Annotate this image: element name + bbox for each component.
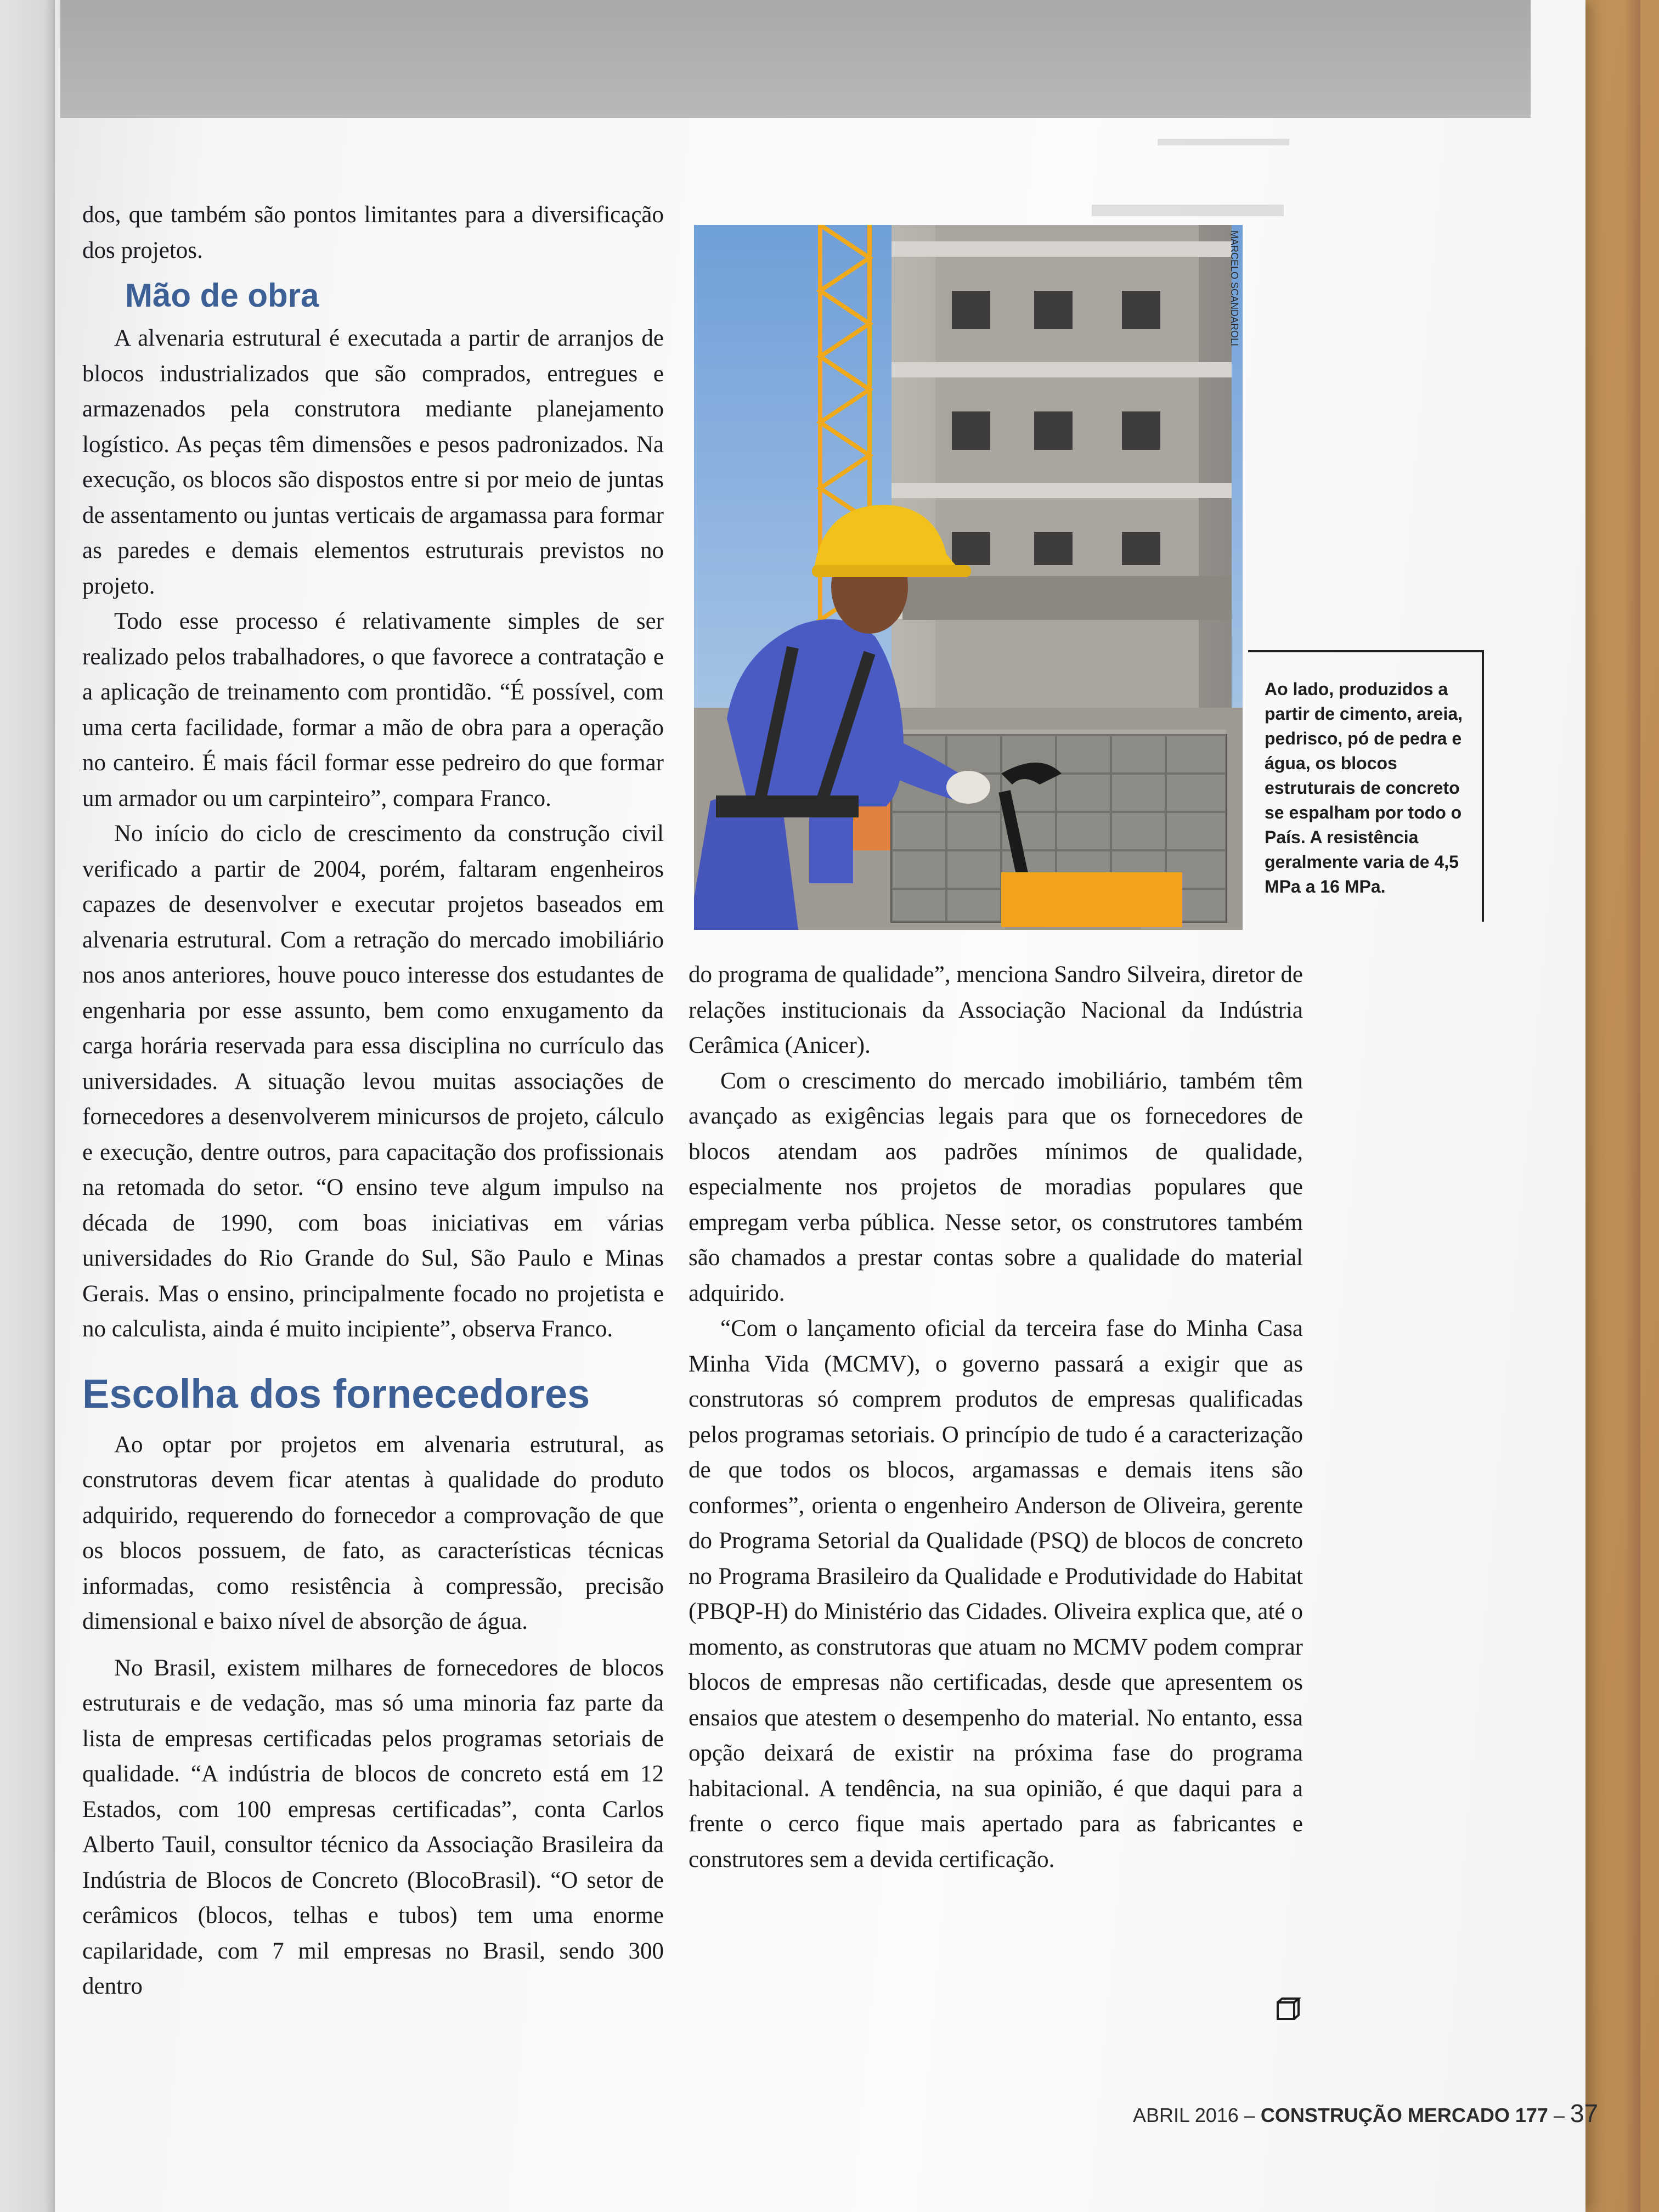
right-column — [689, 957, 1303, 1877]
show-through-heading: ▬▬▬▬▬ — [1092, 182, 1284, 224]
photo-caption-box — [1248, 650, 1484, 922]
paragraph: No Brasil, existem milhares de fornecedores de blocos estruturais e de vedação, mas só uma minoria faz parte da lista de empresas certificadas pelos programas setoriais de qualidade. “A indústria de blocos de concreto está em 12 Estados, com 100 empresas certificadas”, conta Carlos Alberto Tauil, consultor técnico da Associação Brasileira da Indústria de Blocos de Concreto (BlocoBrasil). “O setor de cerâmicos (blocos, telhas e tubos) tem uma enorme capilaridade, com 7 mil empresas no Brasil, sendo 300 dentro — [82, 1655, 664, 1999]
photo-credit: MARCELO SCANDAROLI — [1229, 230, 1240, 347]
heading-mao-de-obra: Mão de obra — [125, 277, 319, 314]
show-through-text: ▬▬▬▬▬▬ — [1158, 126, 1289, 150]
paragraph: A alvenaria estrutural é executada a partir de arranjos de blocos industrializados que são comprados, entregues e armazenados pela construtora mediante planejamento logístico. As peças têm dimensões e pesos padronizados. Na execução, os blocos são dispostos entre si por meio de juntas de assentamento ou juntas verticais de argamassa para formar as paredes e demais elementos estruturais previstos no projeto. — [82, 325, 664, 599]
magazine-title: CONSTRUÇÃO MERCADO 177 — [1260, 2104, 1548, 2126]
footer-separator: – — [1553, 2104, 1565, 2126]
construction-worker-photo — [694, 225, 1243, 930]
paragraph: Todo esse processo é relativamente simples de ser realizado pelos trabalhadores, o que favorece a contratação e a aplicação de treinamento com prontidão. “É possível, com uma certa facilidade, formar a mão de obra para a operação no canteiro. É mais fácil formar esse pedreiro do que formar um armador ou um carpinteiro”, compara Franco. — [82, 608, 664, 811]
photo-illustration — [694, 225, 1243, 930]
paragraph: “Com o lançamento oficial da terceira fase do Minha Casa Minha Vida (MCMV), o governo passará a exigir que as construtoras só comprem produtos de empresas qualificadas pelos programas setoriais. O princípio de tudo é a caracterização de que todos os blocos, argamassas e demais itens são conformes”, orienta o engenheiro Anderson de Oliveira, gerente do Programa Setorial da Qualidade (PSQ) de blocos de concreto no Programa Brasileiro da Qualidade e Produtividade do Habitat (PBQP-H) do Ministério das Cidades. Oliveira explica que, até o momento, as construtoras que atuam no MCMV podem comprar blocos de empresas não certificadas, desde que apresentem os ensaios que atestem o desempenho do material. No entanto, essa opção deixará de existir na próxima fase do programa habitacional. A tendência, na sua opinião, é que daqui para a frente o cerco fique mais apertado para as fabricantes e construtores sem a devida certificação. — [689, 1316, 1303, 1872]
heading-escolha-dos-fornecedores: Escolha dos fornecedores — [82, 1370, 590, 1417]
paragraph: Ao optar por projetos em alvenaria estrutural, as construtoras devem ficar atentas à qualidade do produto adquirido, requerendo do fornecedor a comprovação de que os blocos possuem, de fato, as características técnicas informadas, como resistência à compressão, precisão dimensional e baixo nível de absorção de água. — [82, 1431, 664, 1634]
photo-caption: Ao lado, produzidos a partir de cimento, areia, pedrisco, pó de pedra e água, os blocos estruturais de concreto se espalham por todo o País. A resistência geralmente varia de 4,5 MPa a 16 MPa. — [1265, 679, 1463, 896]
page-number: 37 — [1570, 2099, 1599, 2128]
paragraph: No início do ciclo de crescimento da construção civil verificado a partir de 2004, porém, faltaram engenheiros capazes de desenvolver e executar projetos baseados em alvenaria estrutural. Com a retração do mercado imobiliário nos anos anteriores, houve pouco interesse dos estudantes de engenharia por esse assunto, bem como enxugamento da carga horária reservada para essa disciplina no currículo das universidades. A situação levou muitas associações de fornecedores a desenvolverem minicursos de projeto, cálculo e execução, dentre outros, para capacitação dos profissionais na retomada do setor. “O ensino teve algum impulso na década de 1990, com boas iniciativas em várias universidades do Rio Grande do Sul, São Paulo e Minas Gerais. Mas o ensino, principalmente focado no projetista e no calculista, ainda é muito incipiente”, observa Franco. — [82, 821, 664, 1342]
issue-date: ABRIL 2016 – — [1133, 2104, 1255, 2126]
page-edge-shadow — [1624, 0, 1640, 2212]
intro-paragraph: dos, que também são pontos limitantes para a diversificação dos projetos. — [82, 202, 664, 263]
paragraph: Com o crescimento do mercado imobiliário, também têm avançado as exigências legais para que os fornecedores de blocos atendam aos padrões mínimos de qualidade, especialmente nos projetos de moradias populares que empregam verba pública. Nesse setor, os construtores também são chamados a prestar contas sobre a qualidade do material adquirido. — [689, 1068, 1303, 1306]
paragraph: do programa de qualidade”, menciona Sandro Silveira, diretor de relações institucionais da Associação Nacional da Indústria Cerâmica (Anicer). — [689, 962, 1303, 1058]
header-band — [60, 0, 1531, 118]
page-footer — [1133, 2098, 1599, 2131]
left-column — [82, 198, 664, 2005]
end-of-article-icon — [1276, 1997, 1301, 2022]
